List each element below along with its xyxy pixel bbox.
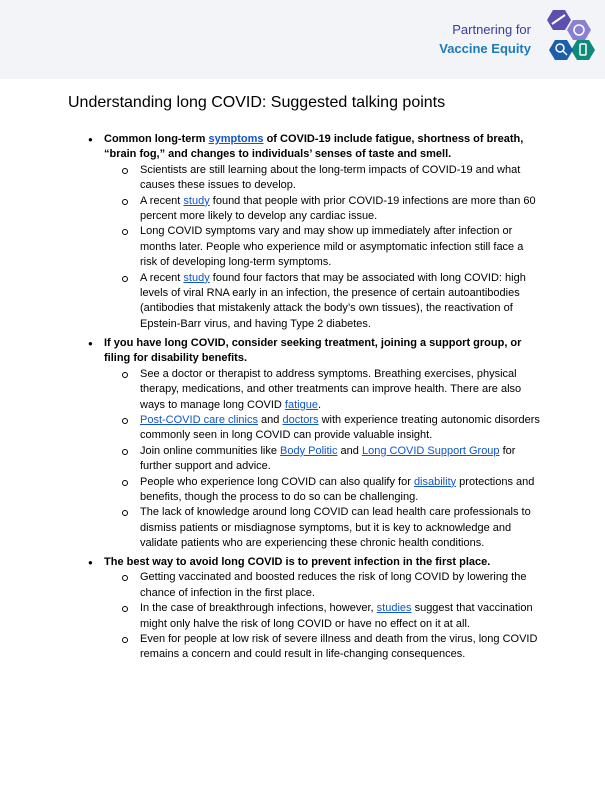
studies-link[interactable]: studies	[376, 602, 412, 615]
disability-link[interactable]: disability	[413, 475, 457, 488]
list-item	[140, 271, 543, 333]
symptoms-link[interactable]: symptoms	[208, 133, 264, 145]
list-item	[140, 413, 543, 444]
section-prevention	[88, 555, 543, 663]
study-link[interactable]: study	[183, 271, 210, 284]
item-text: A recent	[140, 271, 184, 284]
heading-text: of COVID-19 include fatigue, shortness of breath, “brain fog,” and changes to individuals’ senses of taste and smell.	[104, 133, 524, 161]
bullet-heading: ● If you have long COVID, consider seeking treatment, joining a support group, or filing for disability benefits.	[88, 336, 543, 367]
list-item	[140, 367, 543, 413]
brand-line-2: Vaccine Equity	[439, 41, 531, 56]
heading-text: Common long-term	[104, 133, 209, 145]
list-item: Long COVID symptoms vary and may show up immediately after infection or months later. People who experience mild or asymptomatic infection still face a risk of developing long-term symptoms.	[140, 224, 543, 270]
list-item: Scientists are still learning about the long-term impacts of COVID-19 and what causes these issues to develop.	[140, 163, 543, 194]
support-group-link[interactable]: Long COVID Support Group	[361, 444, 500, 457]
bullet-heading: ● The best way to avoid long COVID is to prevent infection in the first place.	[88, 555, 543, 570]
phone-icon	[571, 40, 595, 60]
sub-list	[88, 367, 543, 552]
page-header	[0, 0, 605, 79]
item-text: People who experience long COVID can also qualify for	[140, 475, 414, 488]
item-text: .	[317, 398, 321, 411]
post-covid-clinics-link[interactable]: Post-COVID care clinics	[140, 414, 258, 427]
list-item: Getting vaccinated and boosted reduces the risk of long COVID by lowering the chance of infection in the first place.	[140, 570, 543, 601]
page-title: Understanding long COVID: Suggested talking points	[68, 94, 446, 111]
item-text: In the case of breakthrough infections, however,	[140, 602, 377, 615]
item-text: found four factors that may be associated with long COVID: high levels of viral RNA early in an infection, the presence of certain autoantibodies (antibodies that mistakenly attack the body’s own tissues), the reactivation of Epstein-Barr virus, and having Type 2 diabetes.	[140, 271, 526, 330]
body-politic-link[interactable]: Body Politic	[280, 444, 338, 457]
item-text: protections and benefits, though the process to do so can be challenging.	[140, 475, 535, 504]
list-item: The lack of knowledge around long COVID can lead health care professionals to dismiss patients or misdiagnose symptoms, but it is key to acknowledge and validate patients who are experiencing these chronic health conditions.	[140, 505, 543, 551]
item-text: Join online communities like	[140, 444, 281, 457]
item-text: with experience treating autonomic disorders commonly seen in long COVID can provide valuable insight.	[140, 414, 540, 442]
brand-logo	[537, 8, 601, 70]
list-item	[140, 601, 543, 632]
sub-list	[88, 570, 543, 662]
sub-list	[88, 163, 543, 332]
item-text: See a doctor or therapist to address symptoms. Breathing exercises, physical therapy, medications, and other treatments can improve health. There are also ways to manage long COVID	[140, 367, 522, 411]
item-text: and	[257, 414, 283, 427]
section-treatment	[88, 336, 543, 552]
doctors-link[interactable]: doctors	[282, 414, 319, 427]
fatigue-link[interactable]: fatigue	[284, 398, 318, 411]
item-text: suggest that vaccination might only halve the risk of long COVID or have no effect on it at all.	[140, 602, 533, 630]
list-item: Even for people at low risk of severe illness and death from the virus, long COVID remains a concern and could result in life-changing consequences.	[140, 632, 543, 663]
study-link[interactable]: study	[183, 194, 210, 207]
section-symptoms	[88, 132, 543, 332]
globe-icon	[567, 20, 591, 40]
item-text: found that people with prior COVID-19 infections are more than 60 percent more likely to develop any cardiac issue.	[140, 194, 536, 223]
brand-text	[439, 20, 531, 58]
brand-line-1: Partnering for	[452, 22, 531, 37]
item-text: and	[337, 444, 362, 457]
item-text: for further support and advice.	[140, 444, 516, 473]
list-item	[140, 444, 543, 475]
magnifier-icon	[549, 40, 573, 60]
list-item	[140, 194, 543, 225]
bullet-heading	[88, 132, 543, 163]
item-text: A recent	[140, 194, 184, 207]
list-item	[140, 475, 543, 506]
